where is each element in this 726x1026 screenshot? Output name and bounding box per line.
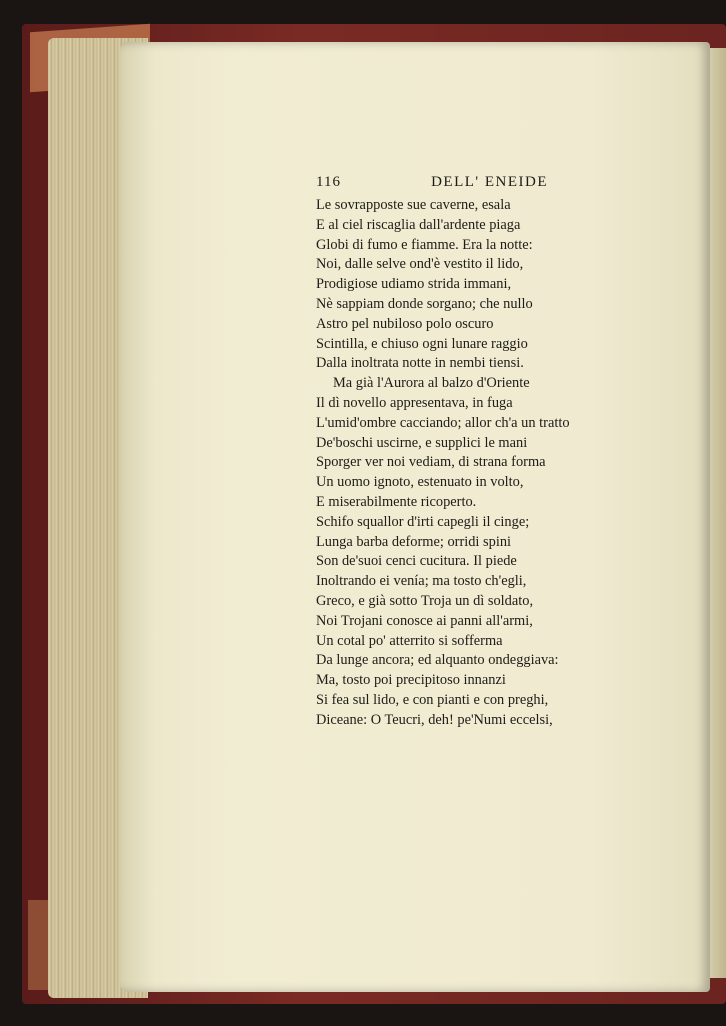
text-line: E miserabilmente ricoperto.: [316, 493, 477, 510]
text-line: Ma, tosto poi precipitoso innanzi: [316, 672, 506, 689]
text-line: Noi, dalle selve ond'è vestito il lido,: [316, 256, 524, 273]
page-edges-right: [708, 48, 726, 978]
text-line: Diceane: O Teucri, deh! pe'Numi eccelsi,: [316, 711, 553, 728]
text-line: Un cotal po' atterrito si sofferma: [316, 632, 503, 649]
text-line: Prodigiose udiamo strida immani,: [316, 276, 512, 293]
text-line: Greco, e già sotto Troja un dì soldato,: [316, 592, 534, 609]
text-line: Noi Trojani conosce ai panni all'armi,: [316, 612, 533, 629]
running-title: DELL' ENEIDE: [431, 174, 548, 190]
text-line: Astro pel nubiloso polo oscuro: [316, 315, 494, 332]
text-line: Scintilla, e chiuso ogni lunare raggio: [316, 335, 528, 352]
text-line: Globi di fumo e fiamme. Era la notte:: [316, 236, 533, 253]
text-line: Ma già l'Aurora al balzo d'Oriente: [333, 375, 530, 392]
text-line: Nè sappiam donde sorgano; che nullo: [316, 295, 533, 312]
text-line: Le sovrapposte sue caverne, esala: [316, 197, 511, 213]
page-header: [316, 174, 548, 194]
text-line: Sporger ver noi vediam, di strana forma: [316, 454, 546, 471]
page-number: 116: [316, 174, 341, 190]
text-line: Il dì novello appresentava, in fuga: [316, 394, 513, 411]
text-line: Son de'suoi cenci cucitura. Il piede: [316, 553, 517, 570]
text-line: Si fea sul lido, e con pianti e con preghi,: [316, 691, 549, 708]
text-line: Inoltrando ei venía; ma tosto ch'egli,: [316, 573, 527, 590]
text-line: Dalla inoltrata notte in nembi tiensi.: [316, 355, 524, 372]
text-line: De'boschi uscirne, e supplici le mani: [316, 434, 528, 451]
text-line: Un uomo ignoto, estenuato in volto,: [316, 474, 524, 491]
text-line: Da lunge ancora; ed alquanto ondeggiava:: [316, 652, 559, 669]
poem-text: [316, 196, 626, 731]
text-line: Lunga barba deforme; orridi spini: [316, 533, 512, 550]
text-line: L'umid'ombre cacciando; allor ch'a un tratto: [316, 414, 570, 431]
text-line: E al ciel riscaglia dall'ardente piaga: [316, 216, 521, 233]
text-line: Schifo squallor d'irti capegli il cinge;: [316, 513, 530, 530]
